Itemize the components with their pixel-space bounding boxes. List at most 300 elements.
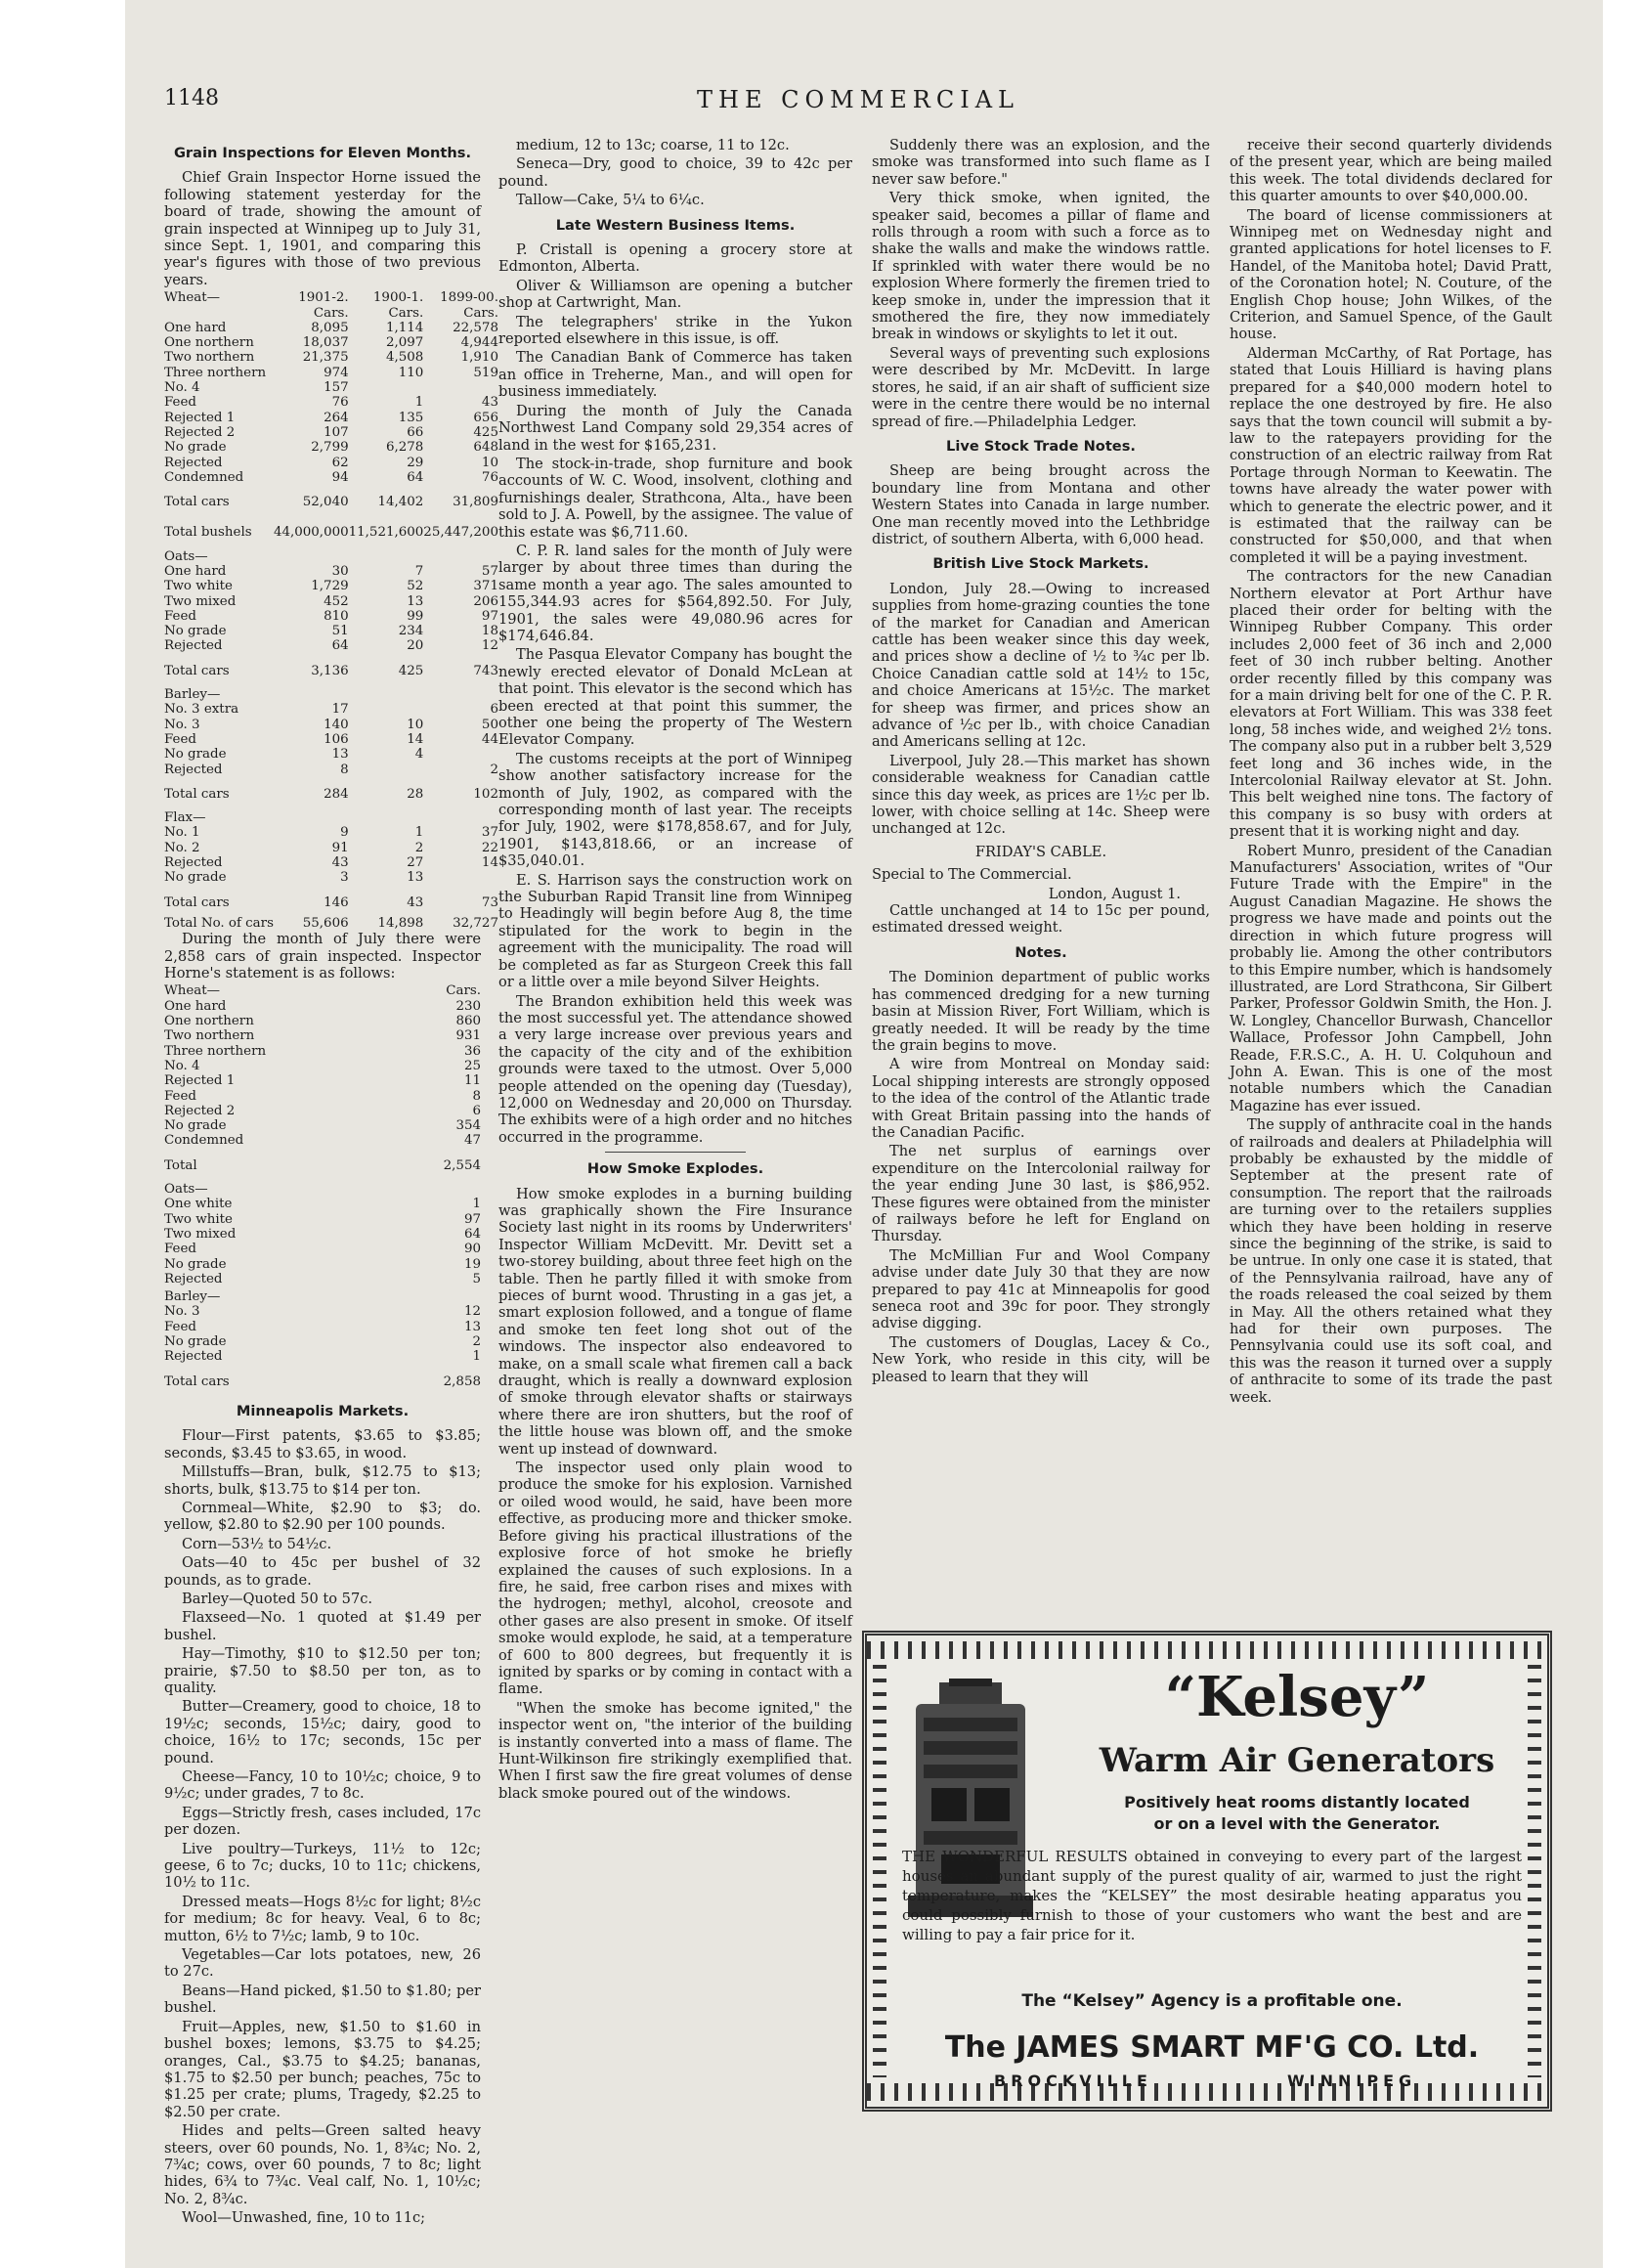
paragraph: During the month of July the Canada Northwest Land Company sold 29,354 acres of land in the west for $165,231. <box>498 402 852 454</box>
row-value: 51 <box>331 624 349 639</box>
table-row <box>164 1118 481 1133</box>
row-value: 2 <box>414 840 424 855</box>
minneapolis-paras <box>164 1427 481 2226</box>
row-value: 43 <box>481 395 498 411</box>
section-label: Oats— <box>164 1182 208 1198</box>
paragraph: Millstuffs—Bran, bulk, $12.75 to $13; shorts, bulk, $13.75 to $14 per ton. <box>164 1463 481 1498</box>
table-row <box>164 825 498 840</box>
live-stock-heading: Live Stock Trade Notes. <box>946 437 1136 455</box>
table-row <box>164 515 498 545</box>
row-label: Rejected <box>164 762 223 777</box>
table-row <box>164 747 498 762</box>
row-label: No grade <box>164 870 227 886</box>
paragraph: Tallow—Cake, 5¼ to 6¼c. <box>516 192 705 209</box>
row-label: Two northern <box>164 350 255 366</box>
row-label: One northern <box>164 335 254 351</box>
row-value: 14,402 <box>377 495 424 510</box>
row-value: 146 <box>324 894 349 910</box>
row-value: 2 <box>490 762 498 777</box>
row-value: 14 <box>407 731 424 747</box>
table-row <box>164 886 498 916</box>
row-value: 6 <box>490 702 498 718</box>
table-row <box>164 777 498 807</box>
row-value: 110 <box>398 365 424 380</box>
table-row <box>164 470 498 485</box>
paragraph: Sheep are being brought across the boundary line from Montana and other Western States into Canada in large number. One man recently moved into the Lethbridge district, of southern Alberta, with 6,000 head. <box>872 462 1210 547</box>
table-row <box>164 916 498 931</box>
row-value: 1,114 <box>385 320 424 335</box>
divider <box>605 1152 747 1153</box>
table-row <box>164 1133 481 1148</box>
row-value: 6,278 <box>385 440 424 456</box>
row-label: No grade <box>164 1118 227 1134</box>
row-label: Rejected <box>164 638 223 654</box>
row-value: 64 <box>407 469 424 485</box>
table-row <box>164 807 498 825</box>
fridays-cable: FRIDAY'S CABLE. <box>974 843 1107 860</box>
row-value: 43 <box>331 855 349 871</box>
row-value: 5 <box>472 1271 481 1287</box>
special-line: Special to The Commercial. <box>872 866 1072 884</box>
row-label: Two mixed <box>164 1226 237 1242</box>
paragraph: receive their second quarterly dividends of the present year, which are being mailed this week. The total dividends declared for this quarter amounts to over $40,000.00. <box>1230 137 1552 205</box>
paragraph: The supply of anthracite coal in the hands of railroads and dealers at Philadelphia will probably be exhausted by the middle of September at the present rate of consumption. The report that the railroads are turning over to the retailers supplies which they have been holding in reserve since the beginning of the strike, is said to be untrue. In only one case it is stated, that of the Pennsylvania railroad, have any of the roads released the coal seized by them in May. All the others retained what they had for their own purposes. The Pennsylvania could use its soft coal, and this was the reason it turned over a supply of anthracite to some of its trade the past week. <box>1230 1116 1552 1406</box>
row-label: Rejected <box>164 1349 223 1365</box>
row-value: 10 <box>481 455 498 470</box>
ad-title: “Kelsey” <box>1164 1665 1430 1729</box>
row-value <box>423 870 498 885</box>
table-row <box>164 380 498 395</box>
paragraph: Oliver & Williamson are opening a butcher shop at Cartwright, Man. <box>498 277 852 312</box>
paragraph: Oats—40 to 45c per bushel of 32 pounds, as to grade. <box>164 1554 481 1589</box>
row-label: Feed <box>164 1319 196 1334</box>
row-value: 29 <box>407 455 424 470</box>
cable-para: Cattle unchanged at 14 to 15c per pound, estimated dressed weight. <box>872 902 1210 937</box>
table-row <box>164 425 498 440</box>
row-value <box>349 763 424 777</box>
row-value: 31,809 <box>453 495 498 510</box>
row-value: 18 <box>481 624 498 639</box>
row-value: 1 <box>414 825 424 841</box>
row-value: 32,727 <box>453 915 498 931</box>
row-value: 14 <box>481 855 498 871</box>
row-value: 44,000,000 <box>273 525 349 541</box>
column-4-paras <box>1230 137 1552 1406</box>
table-row <box>164 1334 481 1349</box>
paragraph: The McMillian Fur and Wool Company advise under date July 30 that they are now prepared to pay 41c at Minneapolis for good seneca root and 39c for poor. They strongly advise digging. <box>872 1246 1210 1332</box>
row-label: Total No. of cars <box>164 915 274 931</box>
row-value: 1 <box>414 395 424 411</box>
paragraph: medium, 12 to 13c; coarse, 11 to 12c. <box>516 137 790 153</box>
cars-head: Cars. <box>446 983 481 999</box>
paragraph: How smoke explodes in a burning building was graphically shown the Fire Insurance Society last night in its rooms by Underwriters' Inspector William McDevitt. Mr. Devitt set a two-storey building, about three feet high on the table. Then he partly filled it with smoke from pieces of burnt wood. Thrusting in a gas jet, a smart explosion followed, and a tongue of flame and smoke ten feet long shot out of the windows. The inspector also endeavored to make, on a small scale what firemen call a back draught, which is really a downward explosion of smoke through elevator shafts or stairways where there are iron shutters, but the roof of the little house was blown off, and the smoke went up instead of downward. <box>498 1185 852 1458</box>
ad-company: The JAMES SMART MF'G CO. Ltd. <box>944 2030 1480 2065</box>
paragraph: "When the smoke has become ignited," the inspector went on, "the interior of the building is instantly converted into a mass of flame. The Hunt-Wilkinson fire strikingly exemplified that. When I first saw the fire great volumes of dense black smoke poured out of the windows. <box>498 1699 852 1802</box>
row-value: 230 <box>455 998 481 1014</box>
table-row <box>164 395 498 410</box>
year-head: 1901-2. <box>298 290 349 306</box>
table-row <box>164 702 498 717</box>
table-row <box>164 335 498 350</box>
ad-city-left: BROCKVILLE <box>994 2072 1152 2090</box>
table-row <box>164 638 498 653</box>
row-value: 13 <box>463 1319 481 1334</box>
row-value: 90 <box>463 1242 481 1257</box>
table-row <box>164 350 498 365</box>
table-row <box>164 1242 481 1256</box>
row-label: No. 4 <box>164 1058 200 1073</box>
smoke-paras <box>498 1186 852 1803</box>
row-value: 11,521,600 <box>348 525 424 541</box>
table-row <box>164 718 498 732</box>
paragraph: Live poultry—Turkeys, 11½ to 12c; geese, 6 to 7c; ducks, 10 to 11c; chickens, 10½ to 11c. <box>164 1840 481 1892</box>
ad-claim <box>1062 1792 1532 1835</box>
row-value: 354 <box>455 1118 481 1134</box>
table-row <box>164 1028 481 1043</box>
paragraph: Alderman McCarthy, of Rat Portage, has stated that Louis Hilliard is having plans prepared for a $40,000 modern hotel to replace the one destroyed by fire. He also says that the town council will submit a by-law to the ratepayers providing for the construction of an electric railway from Rat Portage through Norman to Keewatin. The towns have already the water power with which to generate the electric power, and it is estimated that the railway can be constructed for $50,000, and that when completed it will be a paying investment. <box>1230 344 1552 566</box>
row-label: Condemned <box>164 469 244 485</box>
row-label: Three northern <box>164 1043 267 1059</box>
row-label: Two white <box>164 579 233 594</box>
table-row <box>164 1044 481 1059</box>
paragraph: Butter—Creamery, good to choice, 18 to 19½c; seconds, 15½c; dairy, good to choice, 16½ to 17c; seconds, 15c per pound. <box>164 1698 481 1766</box>
row-value: 12 <box>463 1304 481 1320</box>
row-value: 52 <box>407 579 424 594</box>
section-label: Barley— <box>164 1289 221 1305</box>
paragraph: Eggs—Strictly fresh, cases included, 17c per dozen. <box>164 1804 481 1839</box>
paragraph: E. S. Harrison says the construction work on the Suburban Rapid Transit line from Winnipeg to Headingly will begin before Aug 8, the time stipulated for the work to begin in the agreement with the municipality. The road will be completed as far as Sturgeon Creek this fall or a little over a mile beyond Silver Heights. <box>498 871 852 991</box>
paragraph: Several ways of preventing such explosions were described by Mr. McDevitt. In large stores, he said, if an air shaft of sufficient size were in the centre there would be no internal spread of fire.—Philadelphia Ledger. <box>872 344 1210 430</box>
paragraph: Vegetables—Car lots potatoes, new, 26 to 27c. <box>164 1946 481 1981</box>
row-value: 234 <box>398 624 424 639</box>
table-row <box>164 440 498 455</box>
paragraph: Hides and pelts—Green salted heavy steers, over 60 pounds, No. 1, 8¾c; No. 2, 7¾c; cows, over 60 pounds, 7 to 8c; light hides, 6¾ to 7¾c. Veal calf, No. 1, 10½c; No. 2, 8¾c. <box>164 2122 481 2207</box>
table-row <box>164 564 498 579</box>
paragraph: The customers of Douglas, Lacey & Co., New York, who reside in this city, will be pleased to learn that they will <box>872 1333 1210 1385</box>
table-row <box>164 1179 481 1197</box>
row-value: 94 <box>331 469 349 485</box>
row-label: Three northern <box>164 365 267 380</box>
minneapolis-heading: Minneapolis Markets. <box>236 1402 410 1419</box>
row-label: No grade <box>164 747 227 763</box>
table-row <box>164 579 498 593</box>
row-label: Total cars <box>164 663 230 678</box>
row-label: Rejected <box>164 455 223 470</box>
row-value: 3 <box>340 870 349 886</box>
row-value: 10 <box>407 717 424 732</box>
row-value: 1,729 <box>311 579 349 594</box>
row-label: Rejected 1 <box>164 1073 236 1089</box>
row-value: 21,375 <box>302 350 349 366</box>
row-value: 1 <box>472 1197 481 1212</box>
paragraph: The telegraphers' strike in the Yukon reported elsewhere in this issue, is off. <box>498 313 852 348</box>
kelsey-advertisement <box>862 1631 1552 2112</box>
row-label: Condemned <box>164 1133 244 1149</box>
row-value: 11 <box>463 1073 481 1089</box>
table-row <box>164 456 498 470</box>
row-value: 37 <box>481 825 498 841</box>
row-value: 648 <box>473 440 498 456</box>
row-label: Two mixed <box>164 593 237 609</box>
notes-heading: Notes. <box>1015 943 1067 961</box>
row-value <box>423 380 498 395</box>
paragraph: Suddenly there was an explosion, and the smoke was transformed into such flame as I never saw before." <box>872 137 1210 188</box>
table-row <box>164 609 498 624</box>
ornamental-border <box>873 1665 886 2077</box>
row-label: Feed <box>164 1088 196 1104</box>
row-value: 810 <box>324 608 349 624</box>
row-label: One white <box>164 1197 233 1212</box>
table-row <box>164 1089 481 1104</box>
continued-paras <box>498 137 852 209</box>
row-label: Total cars <box>164 495 230 510</box>
table-row <box>164 1073 481 1088</box>
row-value: 102 <box>473 786 498 802</box>
paragraph: The inspector used only plain wood to produce the smoke for his explosion. Varnished or oiled wood would, he said, have been more effective, as producing more and thicker smoke. Before giving his practical illustrations of the explosive force of hot smoke he briefly explained the causes of such explosions. In a fire, he said, free carbon rises and mixes with the hydrogen; methyl, alcohol, creosote and other gases are also present in smoke. Of itself smoke would explode, he said, at a temperature of 600 to 800 degrees, but frequently it is ignited by sparks or by coming in contact with a flame. <box>498 1460 852 1698</box>
row-value: 140 <box>324 717 349 732</box>
row-value: 371 <box>473 579 498 594</box>
year-head: 1900-1. <box>372 290 424 306</box>
row-value: 99 <box>407 608 424 624</box>
row-value <box>423 747 498 762</box>
row-value: 25 <box>463 1058 481 1073</box>
row-label: No grade <box>164 1256 227 1272</box>
row-value: 4,944 <box>460 335 498 351</box>
british-paras <box>872 581 1210 838</box>
row-label: Total <box>164 1157 197 1173</box>
row-label: No. 3 extra <box>164 702 239 718</box>
table-row <box>164 684 498 702</box>
row-label: No. 4 <box>164 380 200 396</box>
row-value: 2,097 <box>385 335 424 351</box>
row-value: 3,136 <box>311 663 349 678</box>
column-3 <box>872 137 1210 1613</box>
row-value: 13 <box>407 870 424 886</box>
row-value: 47 <box>463 1133 481 1149</box>
row-label: Rejected 2 <box>164 424 236 440</box>
row-value: 8,095 <box>311 320 349 335</box>
row-value: 76 <box>481 469 498 485</box>
grain-intro: Chief Grain Inspector Horne issued the following statement yesterday for the board of trade, showing the amount of grain inspected at Winnipeg up to July 31, since Sept. 1, 1901, and comparing this year's figures with those of two previous years. <box>164 169 481 288</box>
table-row <box>164 321 498 335</box>
row-value: 931 <box>455 1028 481 1044</box>
row-value: 6 <box>472 1103 481 1118</box>
table-row <box>164 732 498 747</box>
row-value: 57 <box>481 564 498 579</box>
month-table <box>164 983 481 1394</box>
row-value: 73 <box>481 894 498 910</box>
paragraph: The Pasqua Elevator Company has bought the newly erected elevator of Donald McLean at that point. This elevator is the second which has been erected at that point this summer, the other one being the property of The Western Elevator Company. <box>498 646 852 749</box>
table-row <box>164 411 498 425</box>
row-value: 9 <box>340 825 349 841</box>
paragraph: The Dominion department of public works has commenced dredging for a new turning basin at Mission River, Fort William, which is greatly needed. It will be ready by the time the grain begins to move. <box>872 969 1210 1054</box>
row-label: Rejected 2 <box>164 1103 236 1118</box>
paragraph: The customs receipts at the port of Winnipeg show another satisfactory increase for the month of July, 1902, as compared with the corresponding month of last year. The receipts for July, 1902, were $178,858.67, and for July, 1901, $143,818.66, or an increase of $35,040.01. <box>498 750 852 870</box>
row-value: 284 <box>324 786 349 802</box>
live-stock-paras <box>872 462 1210 547</box>
row-value: 20 <box>407 638 424 654</box>
table-row <box>164 1304 481 1319</box>
row-value: 7 <box>414 564 424 579</box>
row-value: 519 <box>473 365 498 380</box>
row-value: 76 <box>331 395 349 411</box>
paragraph: The contractors for the new Canadian Northern elevator at Port Arthur have placed their order for belting with the Winnipeg Rubber Company. This order includes 2,000 feet of 36 inch and 2,000 feet of 30 inch rubber belting. Another order recently filled by this company was for a main driving belt for one of the C. P. R. elevators at Fort William. This was 338 feet long, 58 inches wide, and weighed 2½ tons. The company also put in a rubber belt 3,529 feet long and 36 inches wide, in the Intercolonial Railway elevator at St. John. This belt weighed nine tons. The factory of this company is so busy with orders at present that it is working night and day. <box>1230 568 1552 841</box>
row-label: One northern <box>164 1014 254 1029</box>
row-label: Rejected <box>164 1271 223 1287</box>
wheat-label: Wheat— <box>164 290 221 306</box>
table-row <box>164 594 498 609</box>
table-row <box>164 763 498 777</box>
table-row <box>164 1320 481 1334</box>
row-value: 52,040 <box>302 495 349 510</box>
row-value: 4,508 <box>385 350 424 366</box>
paragraph: Flaxseed—No. 1 quoted at $1.49 per bushel. <box>164 1609 481 1643</box>
paragraph: Cheese—Fancy, 10 to 10½c; choice, 9 to 9½c; under grades, 7 to 8c. <box>164 1768 481 1803</box>
publication-title: THE COMMERCIAL <box>697 86 1019 113</box>
paragraph: The net surplus of earnings over expenditure on the Intercolonial railway for the year ending June 30 last, is $86,952. These figures were obtained from the minister of railways before he left for England on Thursday. <box>872 1143 1210 1245</box>
row-label: One hard <box>164 564 227 579</box>
ornamental-border <box>867 1641 1547 1659</box>
row-value: 62 <box>331 455 349 470</box>
row-label: Total bushels <box>164 525 252 541</box>
row-value: 30 <box>331 564 349 579</box>
row-value: 64 <box>463 1226 481 1242</box>
row-value: 425 <box>398 663 424 678</box>
table-row <box>164 1365 481 1395</box>
row-value: 22 <box>481 840 498 855</box>
paragraph: Liverpool, July 28.—This market has shown considerable weakness for Canadian cattle since this day week, as prices are 1½c per lb. lower, with choice selling at 14c. Sheep were unchanged at 12c. <box>872 752 1210 838</box>
row-value: 55,606 <box>302 915 349 931</box>
paragraph: The Canadian Bank of Commerce has taken an office in Treherne, Man., and will open for business immediately. <box>498 349 852 401</box>
column-1 <box>164 137 498 2239</box>
table-row <box>164 654 498 684</box>
row-value: 97 <box>463 1211 481 1227</box>
row-label: No. 3 <box>164 1304 200 1320</box>
row-label: No. 2 <box>164 840 200 855</box>
row-value: 18,037 <box>302 335 349 351</box>
row-label: Feed <box>164 1242 196 1257</box>
paragraph: Very thick smoke, when ignited, the speaker said, becomes a pillar of flame and rolls through a room with such a force as to shake the walls and make the windows rattle. If sprinkled with water there would be no explosion Where formerly the firemen tried to keep smoke in, under the impression that it smothered the fire, they now immediately break in windows or skylights to let it out. <box>872 190 1210 343</box>
row-label: No. 3 <box>164 717 200 732</box>
row-value: 2,858 <box>443 1374 481 1389</box>
ad-claim-line: or on a level with the Generator. <box>1153 1814 1441 1833</box>
row-label: Rejected <box>164 855 223 871</box>
row-label: No grade <box>164 1333 227 1349</box>
row-value: 452 <box>324 593 349 609</box>
row-value: 157 <box>324 380 349 396</box>
row-value: 8 <box>472 1088 481 1104</box>
grain-heading: Grain Inspections for Eleven Months. <box>173 145 472 161</box>
row-label: No grade <box>164 624 227 639</box>
row-value: 14,898 <box>377 915 424 931</box>
row-label: One hard <box>164 320 227 335</box>
row-value: 13 <box>407 593 424 609</box>
row-value: 27 <box>407 855 424 871</box>
section-label: Flax— <box>164 810 206 826</box>
paragraph: Beans—Hand picked, $1.50 to $1.80; per bushel. <box>164 1982 481 2017</box>
row-label: Rejected 1 <box>164 410 236 425</box>
paragraph: C. P. R. land sales for the month of July were larger by about three times than during the same month a year ago. The sales amounted to 155,344.93 acres for $564,892.50. For July, 1901, the sales were 49,080.96 acres for $174,646.84. <box>498 542 852 644</box>
row-value: 106 <box>324 731 349 747</box>
section-label: Barley— <box>164 687 221 703</box>
table-row <box>164 1287 481 1304</box>
paragraph: Barley—Quoted 50 to 57c. <box>182 1590 373 1607</box>
row-value: 43 <box>407 894 424 910</box>
table-row <box>164 1014 481 1028</box>
row-value: 64 <box>331 638 349 654</box>
unit-head: Cars. <box>313 305 349 321</box>
row-value: 2,554 <box>443 1157 481 1173</box>
column-4 <box>1230 137 1552 1613</box>
row-value: 743 <box>473 663 498 678</box>
table-row <box>164 1104 481 1118</box>
paragraph: Wool—Unwashed, fine, 10 to 11c; <box>182 2209 426 2227</box>
row-value: 1 <box>472 1349 481 1365</box>
row-value: 12 <box>481 638 498 654</box>
column-2 <box>498 137 852 2239</box>
row-value: 2,799 <box>311 440 349 456</box>
page-header <box>164 86 1552 125</box>
row-value: 206 <box>473 593 498 609</box>
row-value: 66 <box>407 424 424 440</box>
month-para: During the month of July there were 2,858 cars of grain inspected. Inspector Horne's statement is as follows: <box>164 931 481 982</box>
paragraph: Robert Munro, president of the Canadian Manufacturers' Association, writes of "Our Future Trade with the Empire" in the August Canadian Magazine. He shows the progress we have made and points out the direction in which future progress will probably lie. Among the other contributors to this Empire number, which is handsomely illustrated, are Lord Strathcona, Sir Gilbert Parker, Professor Goldwin Smith, the Hon. J. W. Longley, Chancellor Burwash, Chancellor Wallace, Professor John Campbell, John Reade, F.R.S.C., A. H. U. Colquhoun and John A. Ewan. This is one of the most notable numbers which the Canadian Magazine has ever issued. <box>1230 842 1552 1114</box>
table-row <box>164 624 498 638</box>
paragraph: The board of license commissioners at Winnipeg met on Wednesday night and granted applications for hotel licenses to F. Handel, of the Manitoba hotel; David Pratt, of the Coronation hotel; N. Couture, of the English Chop house; John Wilkes, of the Criterion, and Samuel Spence, of the Gault house. <box>1230 206 1552 343</box>
page-number: 1148 <box>164 86 219 110</box>
notes-paras <box>872 969 1210 1385</box>
paragraph: The Brandon exhibition held this week was the most successful yet. The attendance showed a very large increase over previous years and the capacity of the city and of the exhibition grounds were taxed to the utmost. Over 5,000 people attended on the opening day (Tuesday), 12,000 on Wednesday and 20,000 on Thursday. The exhibits were of a high order and no hitches occurred in the programme. <box>498 992 852 1146</box>
paragraph: Dressed meats—Hogs 8½c for light; 8½c for medium; 8c for heavy. Veal, 6 to 8c; mutton, 6½ to 7½c; lamb, 9 to 10c. <box>164 1893 481 1944</box>
ad-agency: The “Kelsey” Agency is a profitable one. <box>1021 1991 1403 2011</box>
row-label: Two northern <box>164 1028 255 1044</box>
row-label: Total cars <box>164 786 230 802</box>
dateline: London, August 1. <box>1048 885 1181 902</box>
section-label: Oats— <box>164 548 208 564</box>
late-western-paras <box>498 241 852 1146</box>
row-value: 107 <box>324 424 349 440</box>
ad-subtitle: Warm Air Generators <box>1099 1741 1495 1780</box>
table-row <box>164 1059 481 1073</box>
ad-claim-line: Positively heat rooms distantly located <box>1124 1793 1470 1811</box>
paragraph: Corn—53½ to 54½c. <box>182 1535 332 1552</box>
row-label: Feed <box>164 608 196 624</box>
paragraph: The stock-in-trade, shop furniture and book accounts of W. C. Wood, insolvent, clothing and furnishings dealer, Strathcona, Alta., have been sold to J. A. Powell, by the assignee. The value of this estate was $6,711.60. <box>498 455 852 541</box>
table-row <box>164 485 498 515</box>
table-row <box>164 1197 481 1211</box>
row-label: Feed <box>164 731 196 747</box>
paragraph: Seneca—Dry, good to choice, 39 to 42c per pound. <box>498 155 852 190</box>
row-value: 264 <box>324 410 349 425</box>
table-row <box>164 1227 481 1242</box>
row-value: 25,447,200 <box>423 525 498 541</box>
row-label: No grade <box>164 440 227 456</box>
paragraph: Fruit—Apples, new, $1.50 to $1.60 in bushel boxes; lemons, $3.75 to $4.25; oranges, Cal., $3.75 to $4.25; bananas, $1.75 to $2.50 per bunch; peaches, 75c to $1.25 per crate; plums, Tragedy, $2.25 to $2.50 per crate. <box>164 2018 481 2120</box>
row-value: 97 <box>481 608 498 624</box>
ad-city-right: WINNIPEG <box>1287 2072 1417 2090</box>
row-value: 860 <box>455 1014 481 1029</box>
row-value: 36 <box>463 1043 481 1059</box>
row-label: No. 1 <box>164 825 200 841</box>
month-wheat-label: Wheat— <box>164 983 221 999</box>
table-row <box>164 1212 481 1227</box>
table-row <box>164 855 498 870</box>
table-row <box>164 841 498 855</box>
paragraph: Cornmeal—White, $2.90 to $3; do. yellow, $2.80 to $2.90 per 100 pounds. <box>164 1499 481 1534</box>
table-row <box>164 546 498 564</box>
row-value: 1,910 <box>460 350 498 366</box>
row-label: Two white <box>164 1211 233 1227</box>
